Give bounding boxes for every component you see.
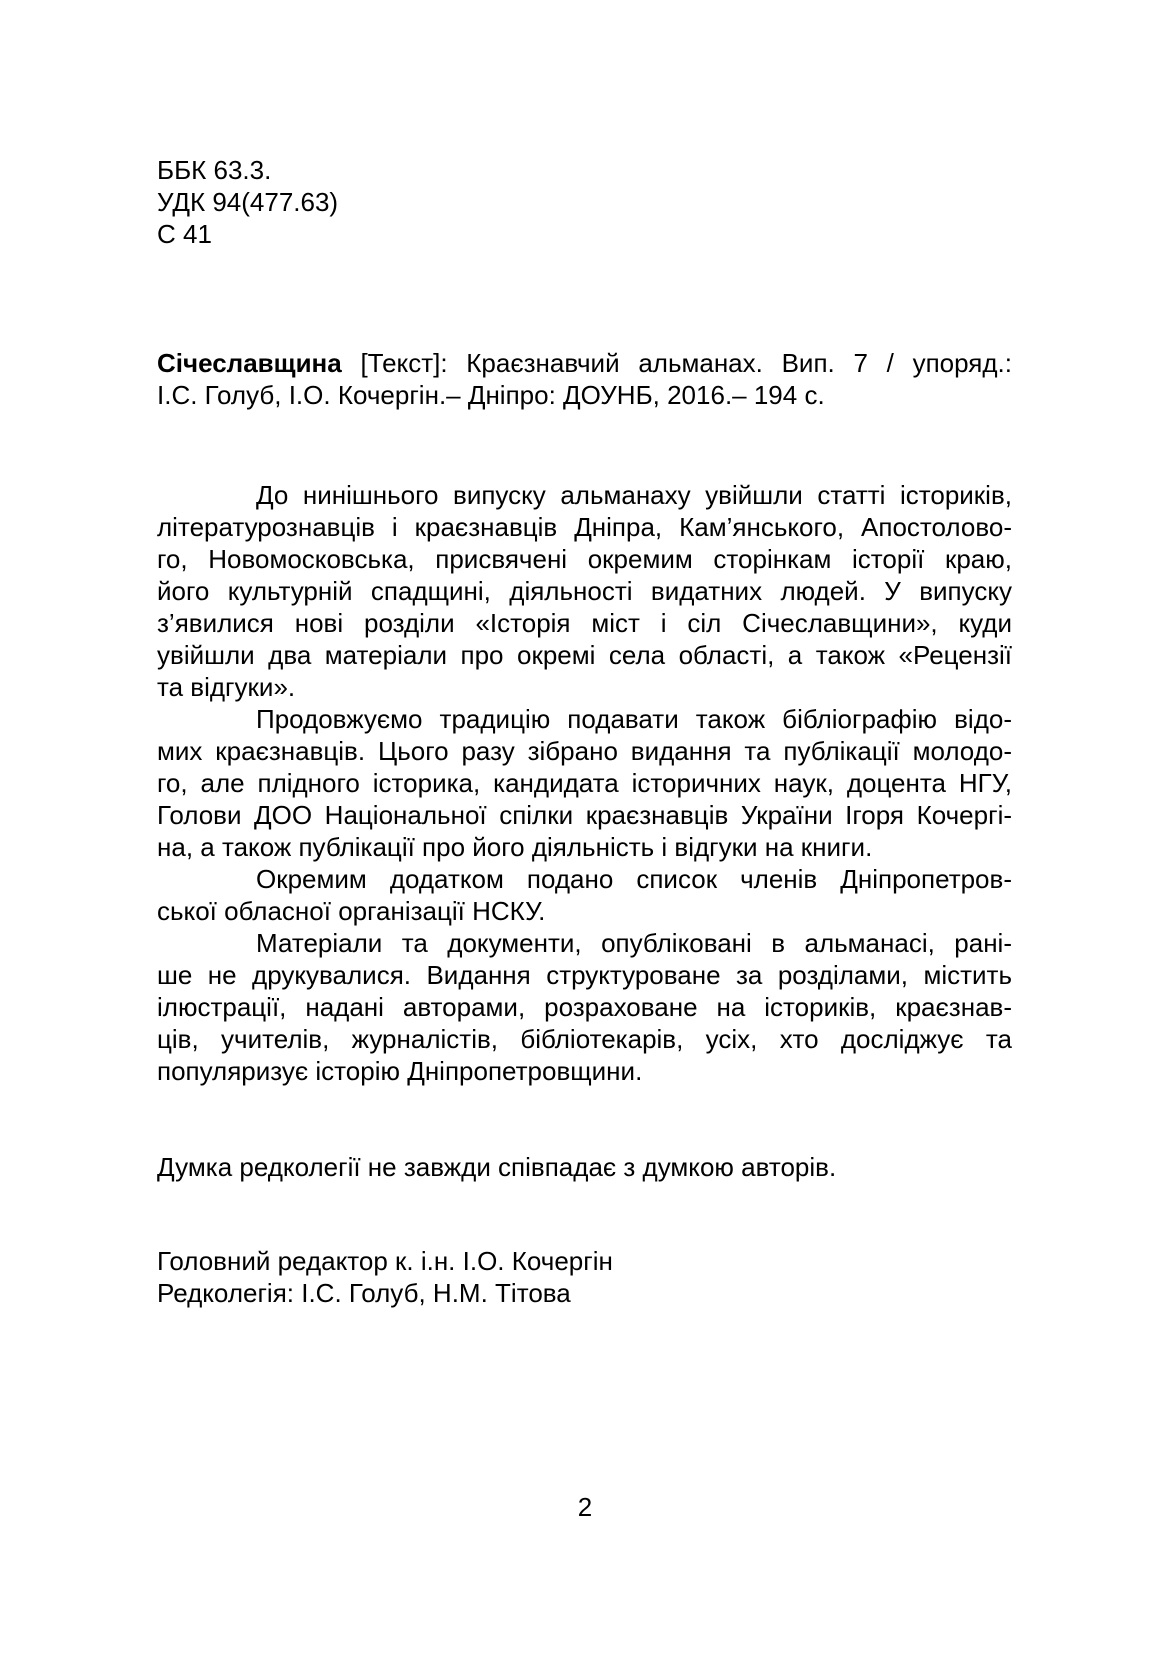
annotation-line: з’явилися нові розділи «Історія міст і сіл Січеславщини», куди (157, 608, 1012, 638)
editorial-board (157, 1245, 1012, 1309)
annotation-line: увійшли два матеріали про окремі села області, а також «Рецензії (157, 640, 1012, 670)
annotation (157, 479, 1012, 1087)
annotation-line: ців, учителів, журналістів, бібліотекарів, усіх, хто досліджує та (157, 1024, 1012, 1054)
citation-line-2: І.С. Голуб, І.О. Кочергін.– Дніпро: ДОУНБ, 2016.– 194 с. (157, 380, 825, 410)
annotation-line: популяризує історію Дніпропетровщини. (157, 1056, 643, 1086)
classification-codes (157, 154, 1012, 250)
editorial-board-members: Редколегія: І.С. Голуб, Н.М. Тітова (157, 1278, 571, 1308)
udk-code: УДК 94(477.63) (157, 187, 339, 217)
annotation-line: мих краєзнавців. Цього разу зібрано видання та публікації молодо- (157, 736, 1012, 766)
bibliographic-citation (157, 347, 1012, 411)
annotation-line: ської обласної організації НСКУ. (157, 896, 546, 926)
annotation-line: Продовжуємо традицію подавати також бібліографію відо- (256, 704, 1012, 734)
annotation-line: ше не друкувалися. Видання структуроване за розділами, містить (157, 960, 1012, 990)
author-mark: С 41 (157, 219, 212, 249)
annotation-line: літературознавців і краєзнавців Дніпра, Кам’янського, Апостолово- (157, 512, 1012, 542)
annotation-line: його культурній спадщині, діяльності видатних людей. У випуску (157, 576, 1012, 606)
chief-editor: Головний редактор к. і.н. І.О. Кочергін (157, 1246, 613, 1276)
annotation-line: Голови ДОО Національної спілки краєзнавців України Ігоря Кочергі- (157, 800, 1012, 830)
annotation-line: го, Новомосковська, присвячені окремим сторінкам історії краю, (157, 544, 1012, 574)
annotation-line: До нинішнього випуску альманаху увійшли статті істориків, (256, 480, 1012, 510)
citation-line-1 (157, 347, 1012, 379)
annotation-line: Окремим додатком подано список членів Дніпропетров- (256, 864, 1012, 894)
citation-line-1-rest: [Текст]: Краєзнавчий альманах. Вип. 7 / упоряд.: (341, 348, 1012, 378)
editorial-disclaimer (157, 1151, 1012, 1183)
bbk-code: ББК 63.3. (157, 155, 272, 185)
annotation-line: го, але плідного історика, кандидата історичних наук, доцента НГУ, (157, 768, 1012, 798)
disclaimer-text: Думка редколегії не завжди співпадає з думкою авторів. (157, 1152, 837, 1182)
annotation-line: Матеріали та документи, опубліковані в альманасі, рані- (256, 928, 1012, 958)
annotation-line: та відгуки». (157, 672, 296, 702)
annotation-line: на, а також публікації про його діяльність і відгуки на книги. (157, 832, 873, 862)
annotation-line: ілюстрації, надані авторами, розраховане на істориків, краєзнав- (157, 992, 1012, 1022)
citation-title: Січеславщина (157, 348, 342, 378)
page-number: 2 (577, 1492, 593, 1522)
